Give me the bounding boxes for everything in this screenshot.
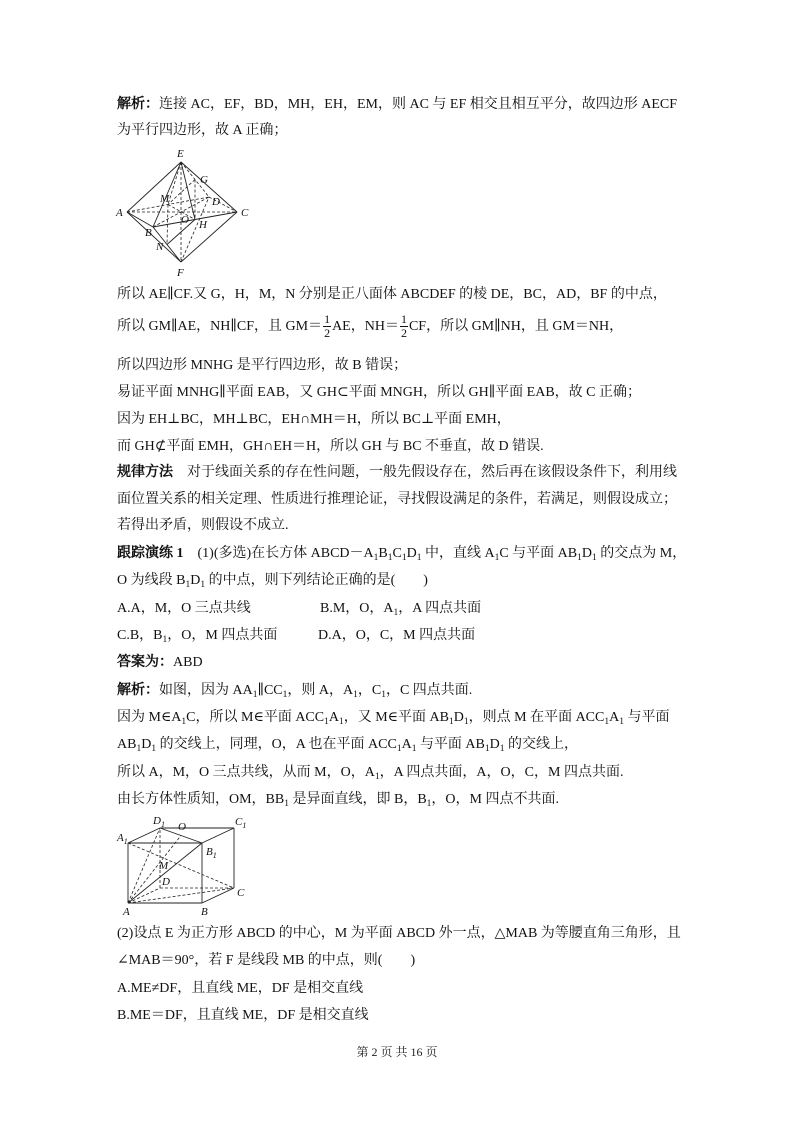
- segment-AO: [128, 836, 181, 904]
- edge-B1C1: [202, 828, 234, 843]
- subscript: 1: [393, 608, 399, 618]
- text-run: D: [406, 546, 417, 561]
- subscript: 1: [411, 744, 417, 754]
- text-run: B.ME＝DF，且直线 ME，DF 是相交直线: [117, 1008, 369, 1023]
- subscript: 1: [252, 690, 258, 700]
- subscript: 1: [604, 717, 610, 727]
- text-run: A.A，M，O 三点共线: [117, 601, 251, 616]
- segment-AD1: [128, 828, 160, 903]
- bold-label: 解析：: [117, 683, 159, 698]
- text-run: 中，直线 A: [421, 546, 495, 561]
- text-run: 的交点为 M，: [596, 546, 687, 561]
- text-run: ，O，M 四点不共面.: [431, 792, 559, 807]
- subscript: 1: [416, 553, 422, 563]
- option-a: [117, 980, 363, 998]
- text-run: C 与平面 AB: [499, 546, 578, 561]
- option-d: [318, 627, 475, 645]
- text-run: O 为线段 B: [117, 573, 186, 588]
- subscript: 1: [577, 553, 582, 563]
- text-run: 若得出矛盾，则假设不成立.: [117, 518, 289, 533]
- point-label-M: M: [159, 860, 169, 872]
- text-run: 的交线上，同理，O，A 也在平面 ACC: [156, 737, 397, 752]
- fraction-denominator: 2: [400, 326, 407, 341]
- subscript: 1: [282, 690, 288, 700]
- question-stem-line: [117, 545, 686, 563]
- subscript: 1: [181, 717, 187, 727]
- text-run: 与平面 AB: [416, 737, 485, 752]
- text-run: 的中点，则下列结论正确的是( ): [205, 573, 428, 588]
- text-run: 的交线上，: [504, 737, 579, 752]
- text-run: 对于线面关系的存在性问题，一般先假设存在，然后再在该假设条件下，利用线: [173, 465, 677, 480]
- answer-line: [117, 654, 203, 672]
- analysis-line: [117, 122, 287, 140]
- fraction: [323, 313, 331, 340]
- text-run: ，A 四点共面，A，O，C，M 四点共面.: [379, 765, 624, 780]
- subscript: 1: [401, 553, 407, 563]
- subscript: 1: [463, 717, 469, 727]
- question-stem-line: [117, 572, 428, 590]
- question-stem-line: [117, 925, 681, 943]
- analysis-line: [117, 96, 677, 114]
- vertex-label-D: D: [162, 876, 170, 888]
- vertex-label-C: C: [237, 887, 245, 899]
- subscript: 1: [185, 580, 191, 590]
- subscript: 1: [284, 799, 289, 809]
- point-label-G: G: [200, 174, 208, 186]
- analysis-line: [117, 411, 511, 429]
- text-run: ，C: [357, 683, 382, 698]
- text-run: 面位置关系的相关定理、性质进行推理论证，寻找假设满足的条件，若满足，则假设成立；: [117, 492, 677, 507]
- text-run: 因为 EH⊥BC，MH⊥BC，EH∩MH＝H，所以 BC⊥平面 EMH，: [117, 412, 511, 427]
- text-run: ，A 四点共面: [398, 601, 482, 616]
- bold-label: 答案为：: [117, 655, 173, 670]
- analysis-line: [117, 286, 667, 304]
- subscript: 1: [373, 553, 379, 563]
- text-run: 因为 M∈A: [117, 710, 182, 725]
- text-run: 所以 GM∥AE，NH∥CF，且 GM＝: [117, 319, 323, 334]
- text-run: 连接 AC，EF，BD，MH，EH，EM，则 AC 与 EF 相交且相互平分，故四边形 AECF: [159, 97, 678, 112]
- text-run: ，则 A，A: [287, 683, 354, 698]
- analysis-line: [117, 682, 472, 700]
- edge-D1A1: [128, 828, 160, 843]
- question-stem-line: [117, 952, 415, 970]
- edge-AB: [127, 212, 153, 227]
- text-run: D: [581, 546, 593, 561]
- subscript: 1: [151, 744, 157, 754]
- text-run: A: [609, 710, 620, 725]
- subscript: 1: [426, 799, 432, 809]
- vertex-label-C: C: [241, 207, 249, 219]
- text-run: A.ME≠DF，且直线 ME，DF 是相交直线: [117, 981, 364, 996]
- text-run: 与平面: [623, 710, 670, 725]
- subscript: 1: [162, 635, 168, 645]
- vertex-label-C1: $C_1$: [235, 816, 247, 830]
- subscript: 1: [324, 717, 329, 727]
- subscript: 1: [374, 772, 380, 782]
- text-run: A: [328, 710, 339, 725]
- text-run: B.M，O，A: [320, 601, 394, 616]
- subscript: 1: [592, 553, 597, 563]
- point-label-N: N: [156, 241, 164, 253]
- text-run: 由长方体性质知，OM，BB: [117, 792, 285, 807]
- edge-EC: [181, 162, 237, 212]
- subscript: 1: [484, 744, 490, 754]
- point-label-H: H: [199, 219, 207, 231]
- point-label-M: M: [160, 193, 170, 205]
- analysis-line: [117, 791, 559, 809]
- text-run: 易证平面 MNHG∥平面 EAB，又 GH⊂平面 MNGH，所以 GH∥平面 EAB，故 C 正确；: [117, 385, 642, 400]
- analysis-line: [117, 311, 623, 343]
- text-run: ，O，M 四点共面: [167, 628, 278, 643]
- subscript: 1: [353, 690, 358, 700]
- analysis-line: [117, 764, 623, 782]
- text-run: D: [489, 737, 500, 752]
- vertex-label-A1: $A_1$: [117, 832, 128, 846]
- text-run: D: [141, 737, 152, 752]
- segment-AB1: [128, 843, 202, 903]
- subscript: 1: [387, 553, 393, 563]
- text-run: (1)(多选)在长方体 ABCD－A: [183, 546, 374, 561]
- subscript: 1: [338, 717, 344, 727]
- text-run: (2)设点 E 为正方形 ABCD 的中心，M 为平面 ABCD 外一点，△MAB 为等腰直角三角形，且: [117, 926, 681, 941]
- text-run: A: [401, 737, 412, 752]
- subscript: 1: [136, 744, 142, 754]
- point-label-O: O: [178, 821, 186, 833]
- analysis-line: [117, 384, 641, 402]
- text-run: D.A，O，C，M 四点共面: [318, 628, 476, 643]
- method-line: [117, 464, 677, 482]
- fraction-denominator: 2: [324, 326, 331, 341]
- edge-EA: [127, 162, 181, 212]
- subscript: 1: [619, 717, 624, 727]
- vertex-label-D: D: [212, 196, 220, 208]
- bold-label: 解析：: [117, 97, 159, 112]
- subscript: 1: [494, 553, 500, 563]
- vertex-label-A: A: [116, 207, 123, 219]
- fraction-numerator: 1: [324, 312, 331, 327]
- vertex-label-A: A: [123, 906, 130, 918]
- option-b: [320, 600, 481, 618]
- vertex-label-B: B: [145, 227, 152, 239]
- cuboid-figure: [115, 815, 255, 920]
- edge-FC: [181, 212, 237, 262]
- subscript: 1: [396, 744, 402, 754]
- subscript: 1: [200, 580, 206, 590]
- analysis-line: [117, 438, 544, 456]
- bold-label: 规律方法: [117, 465, 173, 480]
- page-footer: 第 2 页 共 16 页: [356, 1045, 438, 1059]
- point-label-O: O: [181, 214, 189, 226]
- text-run: C.B，B: [117, 628, 163, 643]
- vertex-label-F: F: [177, 267, 184, 279]
- text-run: 而 GH⊄平面 EMH，GH∩EH＝H，所以 GH 与 BC 不垂直，故 D 错误.: [117, 439, 544, 454]
- text-run: 如图，因为 AA: [159, 683, 253, 698]
- subscript: 1: [449, 717, 454, 727]
- text-run: ∥CC: [257, 683, 283, 698]
- analysis-line: [117, 709, 669, 727]
- text-run: CF，所以 GM∥NH，且 GM＝NH，: [408, 319, 624, 334]
- method-line: [117, 491, 677, 509]
- text-run: ，则点 M 在平面 ACC: [468, 710, 605, 725]
- text-run: 所以 AE∥CF.又 G，H，M，N 分别是正八面体 ABCDEF 的棱 DE，BC，AD，BF 的中点，: [117, 287, 667, 302]
- text-run: 为平行四边形，故 A 正确；: [117, 123, 288, 138]
- vertex-label-E: E: [177, 148, 184, 160]
- vertex-label-B1: $B_1$: [206, 846, 217, 860]
- text-run: ，又 M∈平面 AB: [343, 710, 449, 725]
- fraction: [400, 313, 408, 340]
- analysis-line: [117, 736, 578, 754]
- method-line: [117, 517, 289, 535]
- vertex-label-D1: $D_1$: [153, 815, 165, 829]
- text-run: C: [392, 546, 402, 561]
- text-run: D: [190, 573, 201, 588]
- text-run: ∠MAB＝90°，若 F 是线段 MB 的中点，则( ): [117, 953, 416, 968]
- text-run: 所以四边形 MNHG 是平行四边形，故 B 错误；: [117, 358, 408, 373]
- text-run: 是异面直线，即 B，B: [288, 792, 427, 807]
- text-run: 所以 A，M，O 三点共线，从而 M，O，A: [117, 765, 375, 780]
- text-run: ，C 四点共面.: [385, 683, 473, 698]
- text-run: AB: [117, 737, 137, 752]
- subscript: 1: [381, 690, 386, 700]
- vertex-label-B: B: [201, 906, 208, 918]
- text-run: ABD: [173, 655, 203, 670]
- subscript: 1: [499, 744, 505, 754]
- analysis-line: [117, 357, 407, 375]
- option-b: [117, 1007, 369, 1025]
- fraction-numerator: 1: [400, 312, 407, 327]
- bold-label: 跟踪演练 1: [117, 546, 184, 561]
- text-run: D: [453, 710, 464, 725]
- text-run: C，所以 M∈平面 ACC: [186, 710, 325, 725]
- text-run: AE，NH＝: [332, 319, 399, 334]
- option-c: [117, 627, 277, 645]
- text-run: B: [378, 546, 388, 561]
- edge-FA: [127, 212, 181, 262]
- octahedron-figure: [115, 145, 255, 280]
- option-a: [117, 600, 251, 618]
